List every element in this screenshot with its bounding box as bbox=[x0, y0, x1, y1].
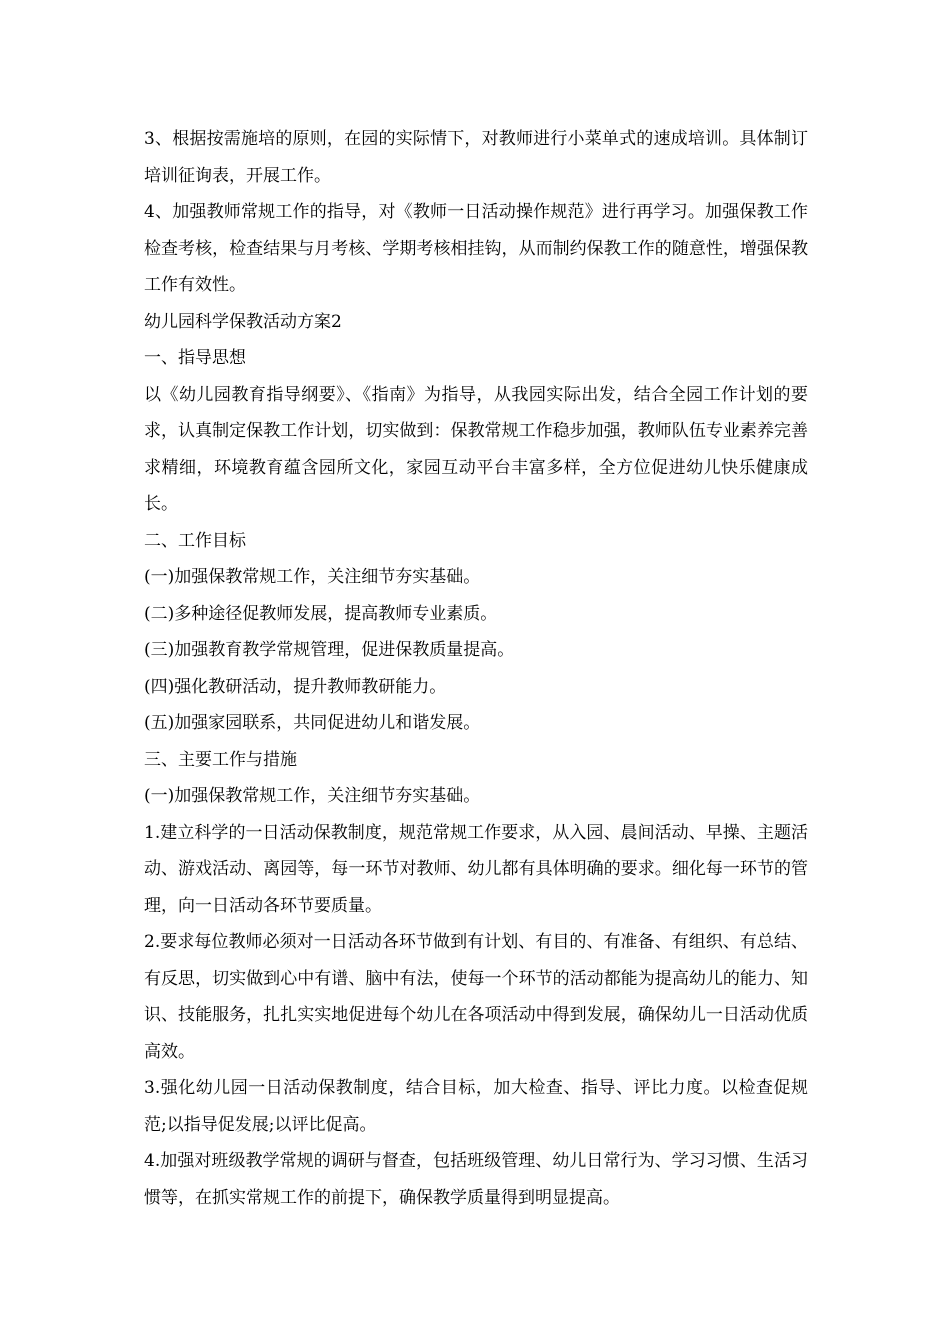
paragraph-guiding-ideology: 以《幼儿园教育指导纲要》、《指南》为指导，从我园实际出发，结合全园工作计划的要求，认真制定保教工作计划，切实做到：保教常规工作稳步加强，教师队伍专业素养完善求精细，环境教育蕴含园所文化，家园互动平台丰富多样，全方位促进幼儿快乐健康成长。 bbox=[144, 384, 808, 514]
heading-guiding-ideology: 一、指导思想 bbox=[144, 348, 246, 368]
goal-item-3: (三)加强教育教学常规管理，促进保教质量提高。 bbox=[144, 640, 515, 660]
goal-item-4: (四)强化教研活动，提升教师教研能力。 bbox=[144, 676, 447, 697]
document-body bbox=[144, 121, 808, 1216]
heading-work-goals: 二、工作目标 bbox=[144, 530, 246, 551]
measure-item-2: 2.要求每位教师必须对一日活动各环节做到有计划、有目的、有准备、有组织、有总结、有反思，切实做到心中有谱、脑中有法，使每一个环节的活动都能为提高幼儿的能力、知识、技能服务，扎扎实实地促进每个幼儿在各项活动中得到发展，确保幼儿一日活动优质高效。 bbox=[144, 932, 808, 1062]
heading-main-measures: 三、主要工作与措施 bbox=[144, 749, 297, 770]
goal-item-1: (一)加强保教常规工作，关注细节夯实基础。 bbox=[144, 567, 481, 587]
measure-item-1: 1.建立科学的一日活动保教制度，规范常规工作要求，从入园、晨间活动、早操、主题活动、游戏活动、离园等，每一环节对教师、幼儿都有具体明确的要求。细化每一环节的管理，向一日活动各环节要质量。 bbox=[144, 822, 808, 916]
paragraph-routine-guidance: 4、加强教师常规工作的指导，对《教师一日活动操作规范》进行再学习。加强保教工作检查考核，检查结果与月考核、学期考核相挂钩，从而制约保教工作的随意性，增强保教工作有效性。 bbox=[144, 202, 808, 295]
goal-item-5: (五)加强家园联系，共同促进幼儿和谐发展。 bbox=[144, 713, 481, 733]
measure-item-4: 4.加强对班级教学常规的调研与督查，包括班级管理、幼儿日常行为、学习习惯、生活习惯等，在抓实常规工作的前提下，确保教学质量得到明显提高。 bbox=[144, 1151, 808, 1208]
measure-subheading-1: (一)加强保教常规工作，关注细节夯实基础。 bbox=[144, 786, 481, 806]
measure-item-3: 3.强化幼儿园一日活动保教制度，结合目标，加大检查、指导、评比力度。以检查促规范;以指导促发展;以评比促高。 bbox=[144, 1078, 808, 1135]
section-title-plan-2: 幼儿园科学保教活动方案2 bbox=[144, 311, 342, 332]
goal-item-2: (二)多种途径促教师发展，提高教师专业素质。 bbox=[144, 603, 498, 624]
paragraph-training-principle: 3、根据按需施培的原则，在园的实际情下，对教师进行小菜单式的速成培训。具体制订培训征询表，开展工作。 bbox=[144, 129, 808, 186]
